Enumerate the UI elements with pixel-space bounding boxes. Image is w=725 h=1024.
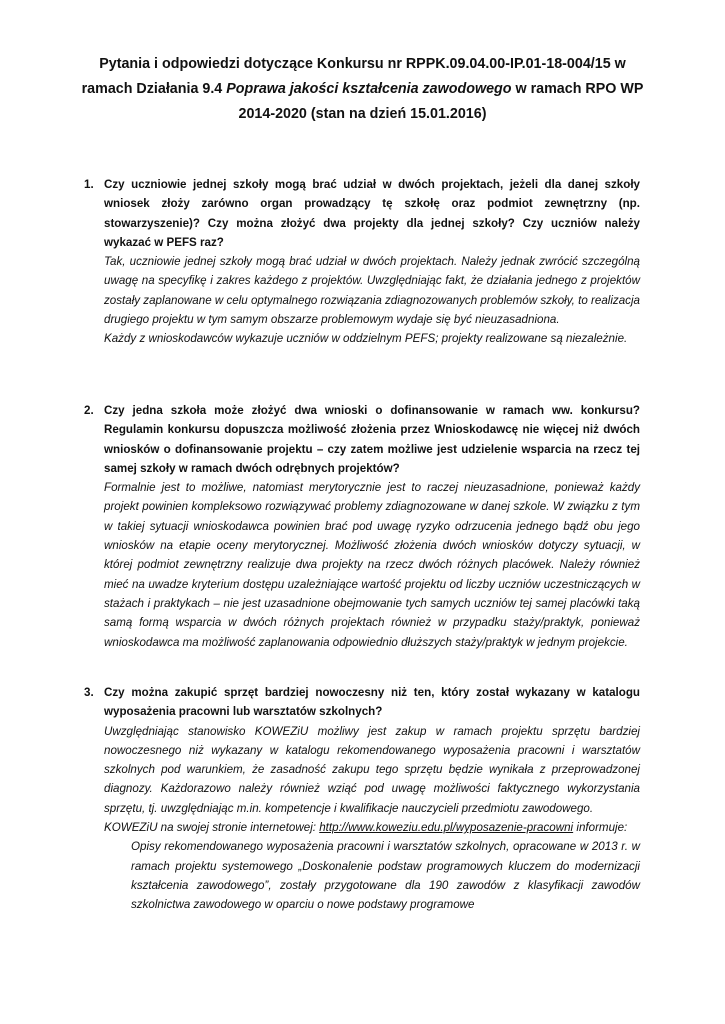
question-text: Czy jedna szkoła może złożyć dwa wnioski o dofinansowanie w ramach ww. konkursu? Regulamin konkursu dopuszcza możliwość złożenia przez Wnioskodawcę nie więcej niż dwóch wniosków o dofinansowanie projektu – czy zatem możliwe jest udzielenie wsparcia na rzecz tej samej szkoły w ramach dwóch odrębnych projektów? — [104, 404, 640, 475]
koweziu-link[interactable]: http://www.koweziu.edu.pl/wyposazenie-pracowni — [319, 821, 574, 835]
title-part-1: Pytania i odpowiedzi dotyczące Konkursu nr RPPK.09.04.00-IP.01-18-004/15 w ramach Działania 9.4 — [81, 56, 626, 97]
answer-text: Uwzględniając stanowisko KOWEZiU możliwy jest zakup w ramach projektu sprzętu bardziej nowoczesnego niż wykazany w katalogu rekomendowanego wyposażenia pracowni i warsztatów szkolnych pod warunkiem, że zasadność zakupu tego sprzętu będzie wynikała z przeprowadzonej diagnozy. Każdorazowo należy również wziąć pod uwagę możliwości faktycznego wykorzystania sprzętu, tj. uwzględniając m.in. kompetencje i kwalifikacje nauczycieli przedmiotu zawodowego. — [104, 724, 640, 815]
answer-text: Formalnie jest to możliwe, natomiast merytorycznie jest to raczej nieuzasadnione, ponieważ każdy projekt powinien kompleksowo rozwiązywać problemy zdiagnozowane w danej szkole. W związku z tym w takiej sytuacji wnioskodawca powinien brać pod uwagę ryzyko odrzucenia jednego bądź obu jego wniosków na etapie oceny merytorycznej. Możliwość złożenia dwóch wniosków dotyczy sytuacji, w której podmiot zewnętrzny realizuje dwa projekty na rzecz dwóch różnych placówek. Należy również mieć na uwadze kryterium dostępu uzależniające wartość projektu od liczby uczniów uczestniczących w stażach i praktykach – nie jest uzasadnione obejmowanie tych samych uczniów tej samej placówki taką samą formą wsparcia w dwóch różnych projektach również w przypadku staży/praktyk, ponieważ wnioskodawca ma możliwość zaplanowania odpowiednio dłuższych staży/praktyk w jednym projekcie. — [104, 481, 640, 649]
title-part-3: w ramach RPO WP 2014-2020 (stan na dzień 15.01.2016) — [238, 81, 644, 122]
title-part-2-italic: Poprawa jakości kształcenia zawodowego — [226, 81, 512, 97]
answer-text: Tak, uczniowie jednej szkoły mogą brać udział w dwóch projektach. Należy jednak zwrócić szczególną uwagę na specyfikę i zakres każdego z projektów. Uwzględniając fakt, że działania jednego z projektów zostały zaplanowane w celu optymalnego rozwiązania zdiagnozowanych problemów szkoły, to realizacja drugiego projektu w tym samym obszarze problemowym wydaje się być nieuzasadniona. — [104, 255, 640, 327]
quoted-text: Opisy rekomendowanego wyposażenia pracowni i warsztatów szkolnych, opracowane w 2013 r. w ramach projektu systemowego „Doskonalenie podstaw programowych kluczem do modernizacji kształcenia zawodowego”, zostały przygotowane dla 190 zawodów z klasyfikacji zawodów szkolnictwa zawodowego w oparciu o nowe podstawy programowe — [131, 840, 640, 912]
question-text: Czy uczniowie jednej szkoły mogą brać udział w dwóch projektach, jeżeli dla danej szkoły wniosek złoży zarówno organ prowadzący tę szkołę oraz podmiot zewnętrzny (np. stowarzyszenie)? Czy można złożyć dwa projekty dla jednej szkoły? Czy uczniów należy wykazać w PEFS raz? — [104, 178, 640, 249]
document-title — [80, 52, 645, 127]
answer-prefix: KOWEZiU na swojej stronie internetowej: — [104, 821, 316, 835]
answer-suffix: informuje: — [576, 821, 628, 835]
question-2 — [84, 401, 640, 652]
question-text: Czy można zakupić sprzęt bardziej nowoczesny niż ten, który został wykazany w katalogu wyposażenia pracowni lub warsztatów szkolnych? — [104, 686, 640, 719]
question-number: 3. — [84, 686, 94, 699]
answer-text — [104, 818, 640, 837]
question-3 — [84, 683, 640, 915]
answer-text: Każdy z wnioskodawców wykazuje uczniów w oddzielnym PEFS; projekty realizowane są niezależnie. — [104, 332, 628, 346]
question-1 — [84, 175, 640, 349]
question-number: 1. — [84, 178, 94, 191]
question-number: 2. — [84, 404, 94, 417]
